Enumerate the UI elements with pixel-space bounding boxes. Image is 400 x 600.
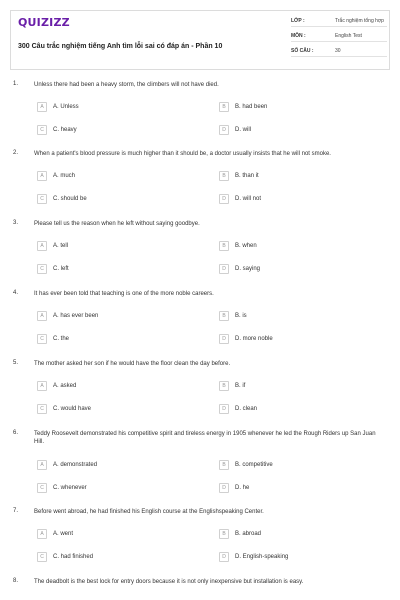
option-text: B. had been bbox=[235, 104, 268, 110]
option-letter-box[interactable]: B bbox=[219, 529, 229, 539]
option-letter-box[interactable]: B bbox=[219, 102, 229, 112]
option-text: A. went bbox=[53, 531, 74, 537]
option-text: D. will not bbox=[235, 196, 262, 202]
option-letter-box[interactable]: C bbox=[37, 194, 47, 204]
worksheet-title: 300 Câu trắc nghiệm tiếng Anh tìm lỗi sai có đáp án - Phần 10 bbox=[18, 43, 223, 50]
option-letter-box[interactable]: A bbox=[37, 529, 47, 539]
question-text: The mother asked her son if he would have the floor clean the day before. bbox=[34, 361, 231, 367]
option-letter-box[interactable]: B bbox=[219, 171, 229, 181]
option-text: D. will bbox=[235, 127, 251, 133]
option-letter-box[interactable]: C bbox=[37, 264, 47, 274]
option-letter-box[interactable]: B bbox=[219, 460, 229, 470]
option-text: A. has ever been bbox=[53, 313, 99, 319]
option-text: B. is bbox=[235, 313, 247, 319]
option-letter-box[interactable]: D bbox=[219, 125, 229, 135]
option-letter-box[interactable]: D bbox=[219, 404, 229, 414]
question-number: 4. bbox=[13, 290, 19, 296]
question-text: Before went abroad, he had finished his English course at the Englishspeaking Center. bbox=[34, 509, 264, 515]
option-text: C. would have bbox=[53, 406, 92, 412]
question-number: 6. bbox=[13, 430, 19, 436]
option-text: A. much bbox=[53, 173, 76, 179]
meta-subject-value: English Test bbox=[335, 33, 362, 39]
question-text: The deadbolt is the best lock for entry doors because it is not only inexpensive but installation is easy. bbox=[34, 579, 304, 585]
option-text: D. English-speaking bbox=[235, 554, 289, 560]
option-text: B. competitive bbox=[235, 462, 273, 468]
question-text: Teddy Roosevelt demonstrated his competitive spirit and tireless energy in 1905 whenever he led the Rough Riders up San Juan Hill. bbox=[34, 431, 376, 445]
option-letter-box[interactable]: A bbox=[37, 381, 47, 391]
option-text: B. than it bbox=[235, 173, 259, 179]
option-letter-box[interactable]: B bbox=[219, 311, 229, 321]
option-text: D. clean bbox=[235, 406, 258, 412]
question-number: 8. bbox=[13, 578, 19, 584]
option-text: D. saying bbox=[235, 266, 261, 272]
option-letter-box[interactable]: A bbox=[37, 460, 47, 470]
option-text: C. had finished bbox=[53, 554, 94, 560]
question-text: Unless there had been a heavy storm, the climbers will not have died. bbox=[34, 82, 219, 88]
option-text: B. when bbox=[235, 243, 257, 249]
question-text: Please tell us the reason when he left without saying goodbye. bbox=[34, 221, 200, 227]
option-text: C. left bbox=[53, 266, 69, 272]
option-text: A. Unless bbox=[53, 104, 79, 110]
worksheet-header bbox=[10, 10, 390, 70]
option-letter-box[interactable]: A bbox=[37, 311, 47, 321]
option-text: A. asked bbox=[53, 383, 77, 389]
option-letter-box[interactable]: A bbox=[37, 241, 47, 251]
question-number: 2. bbox=[13, 150, 19, 156]
question-text: When a patient's blood pressure is much higher than it should be, a doctor usually insists that he will not smoke. bbox=[34, 151, 331, 157]
option-letter-box[interactable]: B bbox=[219, 241, 229, 251]
meta-count-row bbox=[291, 46, 387, 57]
question-number: 1. bbox=[13, 81, 19, 87]
option-text: C. the bbox=[53, 336, 70, 342]
option-text: D. he bbox=[235, 485, 250, 491]
option-letter-box[interactable]: A bbox=[37, 102, 47, 112]
option-letter-box[interactable]: C bbox=[37, 483, 47, 493]
option-text: C. should be bbox=[53, 196, 87, 202]
option-letter-box[interactable]: C bbox=[37, 552, 47, 562]
option-letter-box[interactable]: D bbox=[219, 194, 229, 204]
meta-subject-label: MÔN : bbox=[291, 33, 306, 39]
option-text: C. whenever bbox=[53, 485, 87, 491]
meta-count-value: 30 bbox=[335, 48, 341, 54]
question-text: It has ever been told that teaching is one of the more noble careers. bbox=[34, 291, 214, 297]
option-letter-box[interactable]: C bbox=[37, 334, 47, 344]
meta-subject-row bbox=[291, 31, 387, 42]
question-number: 3. bbox=[13, 220, 19, 226]
option-letter-box[interactable]: D bbox=[219, 334, 229, 344]
option-text: A. demonstrated bbox=[53, 462, 98, 468]
option-letter-box[interactable]: C bbox=[37, 404, 47, 414]
option-text: A. tell bbox=[53, 243, 69, 249]
option-letter-box[interactable]: D bbox=[219, 264, 229, 274]
meta-class-value: Trắc nghiệm tổng hợp bbox=[335, 18, 384, 24]
option-letter-box[interactable]: B bbox=[219, 381, 229, 391]
meta-class-label: LỚP : bbox=[291, 18, 305, 24]
option-letter-box[interactable]: D bbox=[219, 483, 229, 493]
option-letter-box[interactable]: A bbox=[37, 171, 47, 181]
meta-class-row bbox=[291, 16, 387, 27]
option-letter-box[interactable]: D bbox=[219, 552, 229, 562]
option-text: B. abroad bbox=[235, 531, 262, 537]
quizizz-logo: QUIZIZZ bbox=[18, 16, 70, 29]
option-text: B. if bbox=[235, 383, 246, 389]
option-letter-box[interactable]: C bbox=[37, 125, 47, 135]
meta-count-label: SỐ CÂU : bbox=[291, 48, 314, 54]
question-number: 7. bbox=[13, 508, 19, 514]
question-number: 5. bbox=[13, 360, 19, 366]
option-text: D. more noble bbox=[235, 336, 273, 342]
option-text: C. heavy bbox=[53, 127, 77, 133]
